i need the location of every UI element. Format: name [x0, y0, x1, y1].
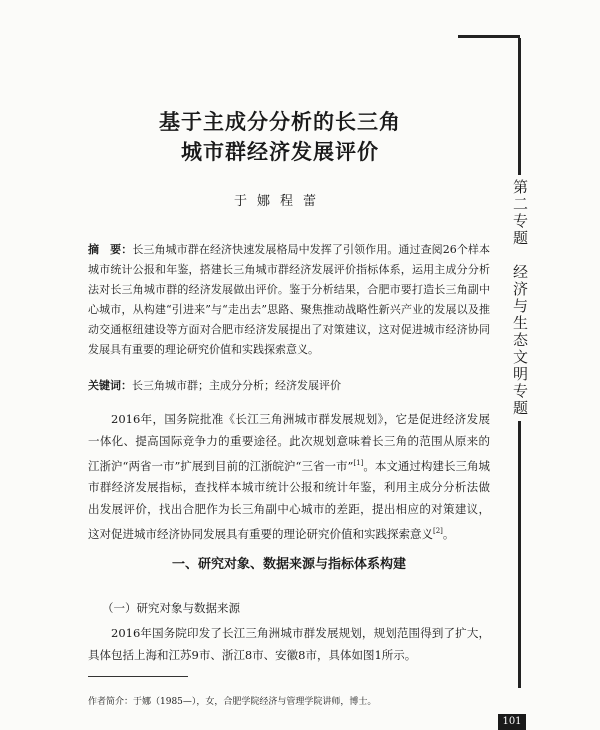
side-rule-cap [458, 35, 520, 38]
intro-paragraph [88, 409, 490, 545]
subsection-heading: （一）研究对象与数据来源 [102, 601, 240, 615]
abstract-text: 长三角城市群在经济快速发展格局中发挥了引领作用。通过查阅26个样本城市统计公报和年鉴，搭建长三角城市群经济发展评价指标体系，运用主成分分析法对长三角城市群的经济发展做出评价。鉴于分析结果，合肥市要打造长三角副中心城市，从构建“引进来”与“走出去”思路、聚焦推动战略性新兴产业的发展以及推动交通枢纽建设等方面对合肥市经济发展提出了对策建议，这对促进城市经济协同发展具有重要的理论研究价值和实践探索意义。 [88, 243, 490, 356]
paper-authors: 于娜程蕾 [233, 194, 326, 209]
intro-text-3: 。 [442, 526, 455, 541]
keywords [88, 377, 490, 393]
abstract-label: 摘 要： [88, 243, 133, 256]
citation-1: [1] [353, 458, 364, 467]
page-number: 101 [498, 714, 526, 730]
side-section-label: 第二专题 经济与生态文明专题 [505, 175, 531, 421]
footnote-divider [88, 676, 188, 677]
paper-title-line2: 城市群经济发展评价 [181, 140, 379, 164]
paper-title-line1: 基于主成分分析的长三角 [159, 110, 401, 134]
keywords-text: 长三角城市群；主成分分析；经济发展评价 [132, 379, 341, 392]
citation-2: [2] [433, 526, 443, 535]
footnote: 作者简介：于娜（1985—），女，合肥学院经济与管理学院讲师，博士。 [88, 697, 377, 707]
body-paragraph: 2016年国务院印发了长江三角洲城市群发展规划，规划范围得到了扩大，具体包括上海和江苏9市、浙江8市、安徽8市，具体如图1所示。 [88, 626, 490, 662]
intro-text-1: 2016年，国务院批准《长江三角洲城市群发展规划》，它是促进经济发展一体化、提高国际竞争力的重要途径。此次规划意味着长三角的范围从原来的江浙沪“两省一市”扩展到目前的江浙皖沪“三省一市” [88, 412, 490, 473]
keywords-label: 关键词： [88, 379, 132, 392]
abstract [88, 240, 490, 360]
section-heading: 一、研究对象、数据来源与指标体系构建 [171, 557, 406, 572]
intro-text-2: 。本文通过构建长三角城市群经济发展指标，查找样本城市统计公报和统计年鉴，利用主成分分析法做出发展评价，找出合肥作为长三角副中心城市的差距，提出相应的对策建议，这对促进城市经济协同发展具有重要的理论研究价值和实践探索意义 [88, 458, 491, 541]
